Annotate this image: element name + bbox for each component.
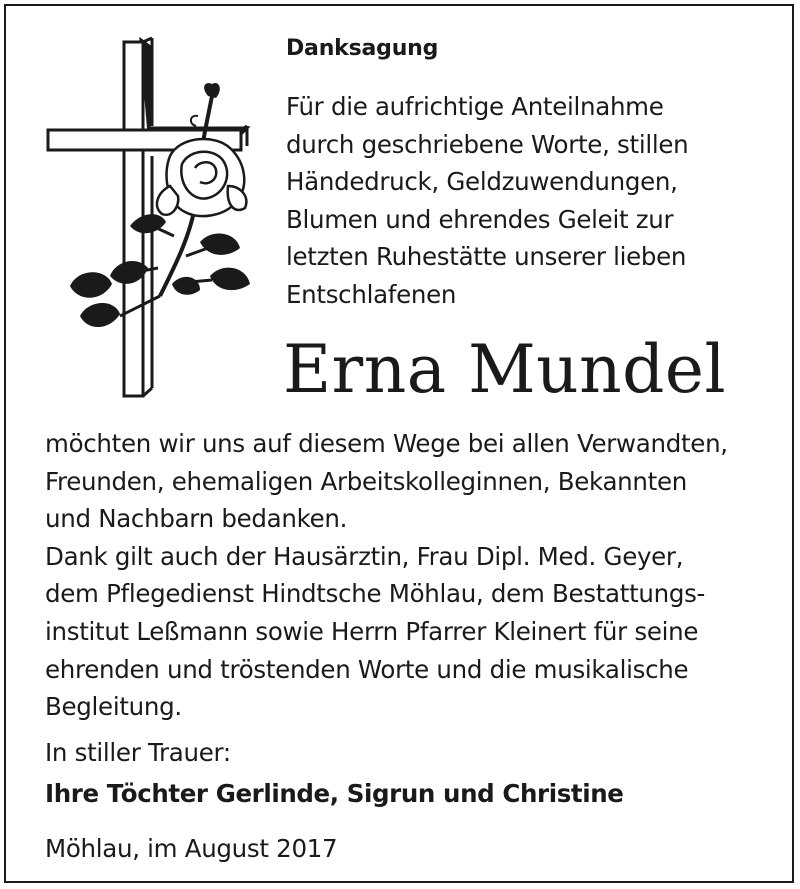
- signature: Ihre Töchter Gerlinde, Sigrun und Christine: [45, 779, 624, 808]
- intro-paragraph: [286, 88, 786, 313]
- body-line: dem Pflegedienst Hindtsche Möhlau, dem Bestattungs-: [45, 579, 706, 609]
- body-paragraph: [45, 425, 785, 726]
- intro-line: Für die aufrichtige Anteilnahme: [286, 92, 664, 121]
- body-line: ehrenden und tröstenden Worte und die musikalische: [45, 654, 689, 684]
- intro-line: durch geschriebene Worte, stillen: [286, 129, 689, 159]
- body-line: institut Leßmann sowie Herrn Pfarrer Kleinert für seine: [45, 616, 699, 646]
- body-line: und Nachbarn bedanken.: [45, 504, 348, 534]
- body-line: Dank gilt auch der Hausärztin, Frau Dipl. Med. Geyer,: [45, 541, 684, 571]
- intro-line: Händedruck, Geldzuwendungen,: [286, 167, 678, 196]
- intro-line: Entschlafenen: [286, 279, 457, 309]
- closing-label: In stiller Trauer:: [45, 738, 231, 767]
- notice-heading: Danksagung: [286, 36, 439, 61]
- body-line: möchten wir uns auf diesem Wege bei allen Verwandten,: [45, 429, 728, 458]
- intro-line: letzten Ruhestätte unserer lieben: [286, 242, 687, 271]
- deceased-name: Erna Mundel: [283, 331, 727, 408]
- intro-line: Blumen und ehrendes Geleit zur: [286, 204, 674, 234]
- place-date: Möhlau, im August 2017: [45, 834, 338, 863]
- body-line: Begleitung.: [45, 692, 182, 722]
- cross-with-rose-icon: [40, 36, 260, 406]
- body-line: Freunden, ehemaligen Arbeitskolleginnen, Bekannten: [45, 466, 687, 496]
